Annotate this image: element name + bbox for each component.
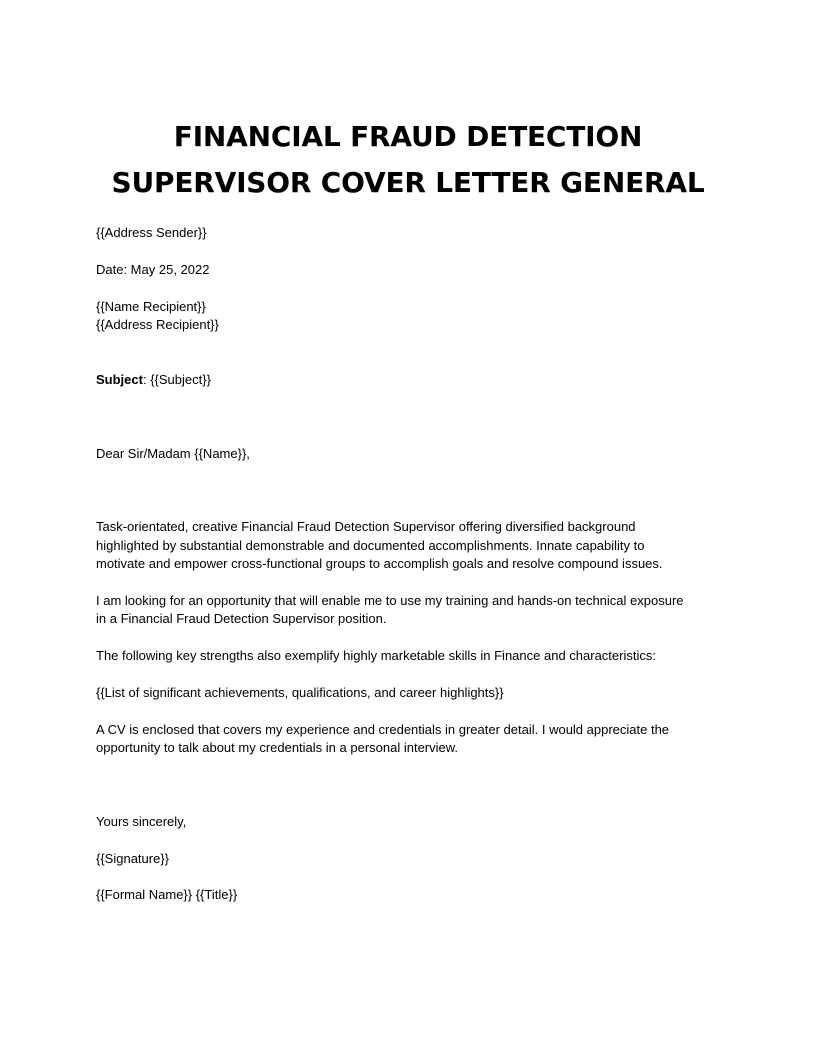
paragraph-line: motivate and empower cross-functional groups to accomplish goals and resolve compound issues.: [96, 556, 663, 572]
document-title: [0, 114, 816, 206]
paragraph-line: I am looking for an opportunity that will enable me to use my training and hands-on technical exposure: [96, 593, 684, 608]
closing: Yours sincerely,: [96, 813, 187, 829]
paragraph-cv: [96, 721, 726, 758]
paragraph-line: Task-orientated, creative Financial Fraud Detection Supervisor offering diversified background: [96, 519, 636, 535]
formal-name-title: {{Formal Name}} {{Title}}: [96, 887, 238, 903]
paragraph-line: in a Financial Fraud Detection Supervisor position.: [96, 611, 387, 627]
subject-value: : {{Subject}}: [142, 372, 211, 388]
paragraph-achievements: {{List of significant achievements, qualifications, and career highlights}}: [96, 685, 504, 700]
paragraph-intro: [96, 518, 726, 573]
paragraph-line: A CV is enclosed that covers my experience and credentials in greater detail. I would appreciate the: [96, 721, 670, 737]
paragraph-line: opportunity to talk about my credentials in a personal interview.: [96, 740, 459, 756]
title-line-1: FINANCIAL FRAUD DETECTION: [173, 120, 643, 153]
paragraph-strengths: The following key strengths also exemplify highly marketable skills in Finance and characteristics:: [96, 648, 656, 664]
name-recipient: {{Name Recipient}}: [96, 298, 206, 314]
letter-date: Date: May 25, 2022: [96, 261, 210, 277]
paragraph-opportunity: [96, 592, 726, 629]
salutation: Dear Sir/Madam {{Name}},: [96, 445, 250, 461]
signature: {{Signature}}: [96, 850, 170, 866]
subject-label: Subject: [96, 372, 143, 388]
paragraph-line: highlighted by substantial demonstrable and documented accomplishments. Innate capability to: [96, 537, 645, 553]
subject-line: [96, 371, 726, 389]
address-recipient: {{Address Recipient}}: [96, 317, 219, 332]
title-line-2: SUPERVISOR COVER LETTER GENERAL: [111, 166, 705, 199]
letter-body: [96, 224, 726, 905]
address-sender: {{Address Sender}}: [96, 225, 207, 240]
